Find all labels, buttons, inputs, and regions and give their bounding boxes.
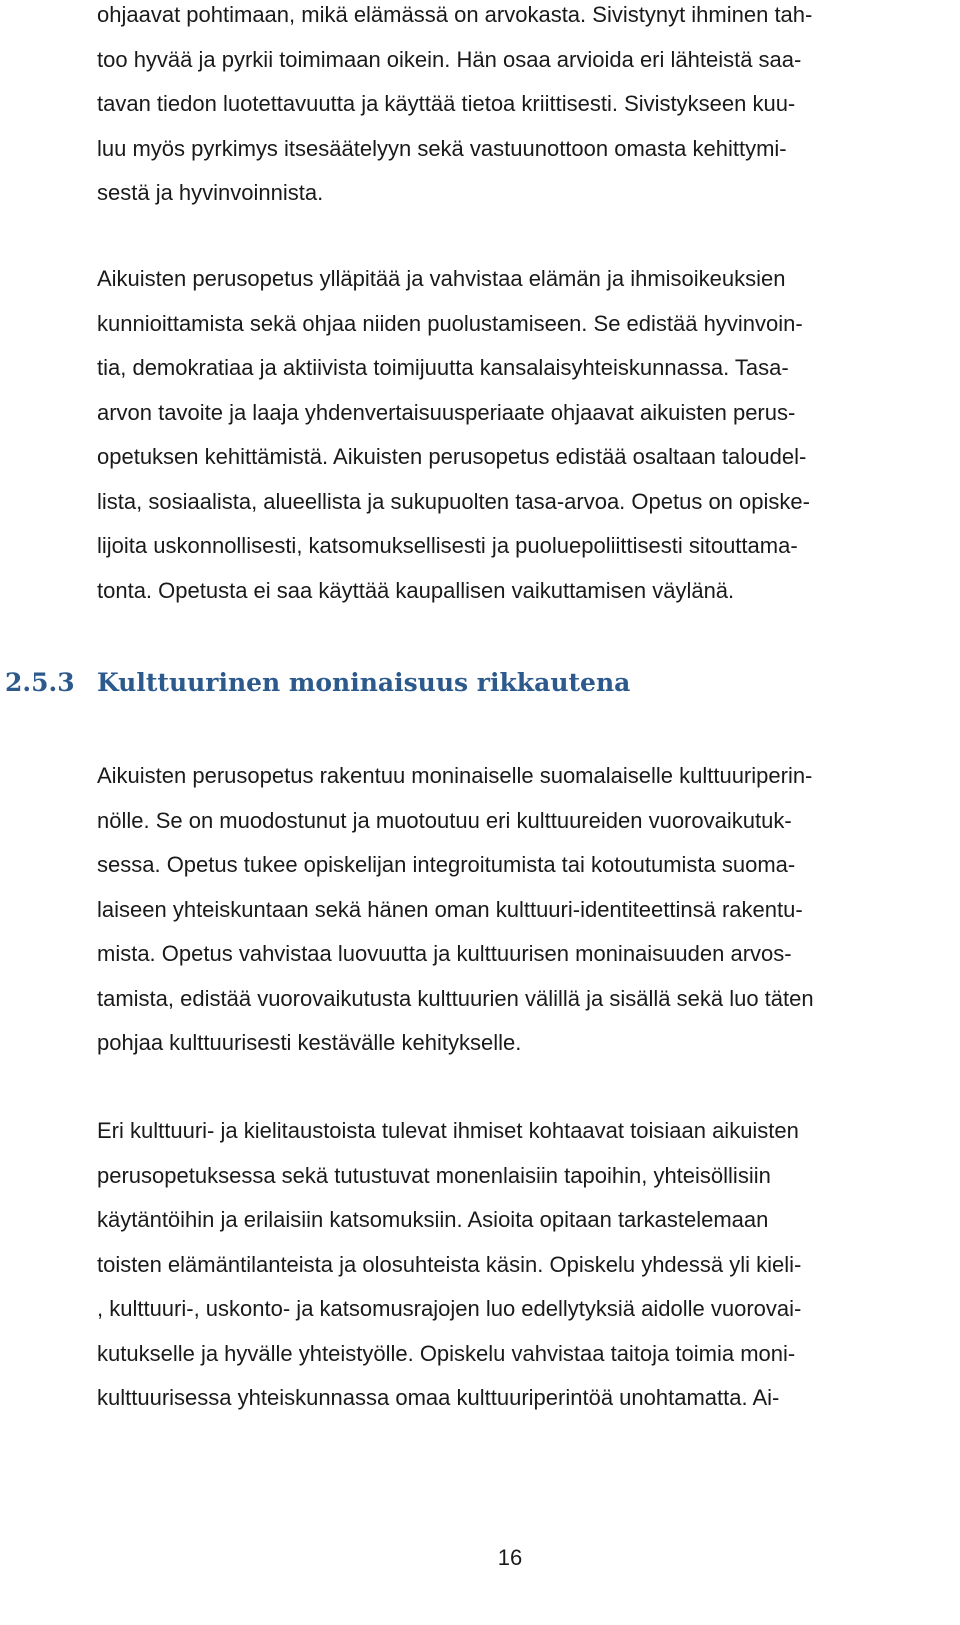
section-heading — [0, 658, 960, 708]
paragraph-1 — [97, 0, 927, 216]
page-number: 16 — [497, 1545, 523, 1570]
paragraph-2 — [97, 257, 927, 613]
text-line: käytäntöihin ja erilaisiin katsomuksiin. Asioita opitaan tarkastelemaan — [97, 1207, 769, 1232]
text-line: arvon tavoite ja laaja yhdenvertaisuusperiaate ohjaavat aikuisten perus- — [97, 399, 796, 425]
text-line: toisten elämäntilanteista ja olosuhteista käsin. Opiskelu yhdessä yli kieli- — [97, 1251, 802, 1277]
paragraph-4 — [97, 1109, 927, 1421]
text-line: lijoita uskonnollisesti, katsomuksellisesti ja puoluepoliittisesti sitouttama- — [97, 533, 798, 558]
text-line: tonta. Opetusta ei saa käyttää kaupallisen vaikuttamisen väylänä. — [97, 577, 735, 603]
text-line: tavan tiedon luotettavuutta ja käyttää tietoa kriittisesti. Sivistykseen kuu- — [97, 91, 796, 116]
section-title: Kulttuurinen moninaisuus rikkautena — [97, 668, 631, 697]
text-line: kunnioittamista sekä ohjaa niiden puolustamiseen. Se edistää hyvinvoin- — [97, 310, 803, 336]
paragraph-3 — [97, 754, 927, 1066]
text-line: sessa. Opetus tukee opiskelijan integroitumista tai kotoutumista suoma- — [97, 852, 796, 877]
text-line: luu myös pyrkimys itsesäätelyyn sekä vastuunottoon omasta kehittymi- — [97, 135, 787, 161]
section-number: 2.5.3 — [5, 668, 75, 697]
text-line: , kulttuuri-, uskonto- ja katsomusrajojen luo edellytyksiä aidolle vuorovai- — [97, 1296, 802, 1321]
text-line: tia, demokratiaa ja aktiivista toimijuutta kansalaisyhteiskunnassa. Tasa- — [97, 355, 789, 380]
text-line: pohjaa kulttuurisesti kestävälle kehitykselle. — [97, 1030, 522, 1055]
text-line: laiseen yhteiskuntaan sekä hänen oman kulttuuri-identiteettinsä rakentu- — [97, 896, 803, 922]
text-line: mista. Opetus vahvistaa luovuutta ja kulttuurisen moninaisuuden arvos- — [97, 941, 792, 966]
text-line: lista, sosiaalista, alueellista ja sukupuolten tasa-arvoa. Opetus on opiske- — [97, 488, 810, 514]
text-line: Aikuisten perusopetus rakentuu moninaiselle suomalaiselle kulttuuriperin- — [97, 763, 813, 788]
text-line: Aikuisten perusopetus ylläpitää ja vahvistaa elämän ja ihmisoikeuksien — [97, 266, 786, 291]
text-line: opetuksen kehittämistä. Aikuisten perusopetus edistää osaltaan taloudel- — [97, 444, 807, 469]
text-line: Eri kulttuuri- ja kielitaustoista tulevat ihmiset kohtaavat toisiaan aikuisten — [97, 1118, 799, 1143]
text-line: nölle. Se on muodostunut ja muotoutuu eri kulttuureiden vuorovaikutuk- — [97, 807, 792, 833]
text-line: perusopetuksessa sekä tutustuvat monenlaisiin tapoihin, yhteisöllisiin — [97, 1162, 771, 1188]
text-line: tamista, edistää vuorovaikutusta kulttuurien välillä ja sisällä sekä luo täten — [97, 985, 814, 1011]
text-line: too hyvää ja pyrkii toimimaan oikein. Hän osaa arvioida eri lähteistä saa- — [97, 46, 802, 72]
text-line: kutukselle ja hyvälle yhteistyölle. Opiskelu vahvistaa taitoja toimia moni- — [97, 1340, 796, 1366]
text-line: kulttuurisessa yhteiskunnassa omaa kulttuuriperintöä unohtamatta. Ai- — [97, 1385, 780, 1410]
text-line: sestä ja hyvinvoinnista. — [97, 180, 324, 205]
text-line: ohjaavat pohtimaan, mikä elämässä on arvokasta. Sivistynyt ihminen tah- — [97, 2, 813, 27]
